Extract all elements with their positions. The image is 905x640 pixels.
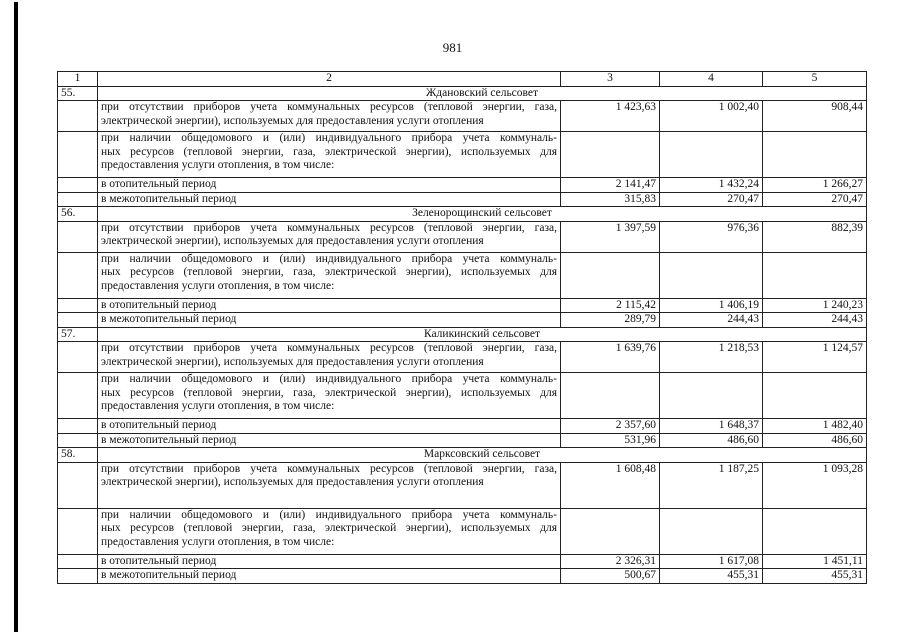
value-cell-5: 1 240,23 [763, 298, 867, 313]
table-row [58, 132, 867, 178]
value-cell-5: 1 124,57 [763, 342, 867, 373]
table-row [58, 419, 867, 434]
number-cell [58, 252, 98, 298]
value-cell-3: 1 423,63 [561, 101, 660, 132]
section-name: Марксовский сельсовет [98, 448, 867, 463]
row-label [98, 252, 561, 298]
row-label [98, 554, 561, 569]
number-cell [58, 132, 98, 178]
row-label [98, 313, 561, 328]
value-cell-5: 1 093,28 [763, 462, 867, 508]
value-cell-3 [561, 508, 660, 554]
number-cell [58, 554, 98, 569]
number-cell [58, 373, 98, 419]
label-line: ных ресурсов (тепловой энергии, газа, электрической энергии), используемых для [101, 522, 557, 534]
label-line: ных ресурсов (тепловой энергии, газа, электрической энергии), используемых для [101, 386, 557, 399]
value-cell-3: 2 141,47 [561, 178, 660, 193]
label-line: ных ресурсов (тепловой энергии, газа, электрической энергии), используемых для [101, 266, 557, 278]
value-cell-3: 2 357,60 [561, 419, 660, 434]
number-cell [58, 342, 98, 373]
label-line: электрической энергии), используемых для предоставления услуги отопления [101, 476, 484, 488]
label-line: при отсутствии приборов учета коммунальных ресурсов (тепловой энергии, газа, [101, 221, 557, 234]
value-cell-4: 455,31 [660, 569, 763, 584]
value-cell-3: 1 639,76 [561, 342, 660, 373]
label-line: ных ресурсов (тепловой энергии, газа, электрической энергии), используемых для [101, 145, 557, 158]
page-number: 981 [442, 40, 463, 55]
value-cell-5: 455,31 [763, 569, 867, 584]
value-cell-3 [561, 252, 660, 298]
number-cell [58, 313, 98, 328]
label-line: электрической энергии), используемых для предоставления услуги отопления [101, 114, 484, 127]
value-cell-3: 531,96 [561, 433, 660, 448]
value-cell-3: 315,83 [561, 192, 660, 207]
header-cell-3: 3 [561, 72, 660, 87]
value-cell-4 [660, 252, 763, 298]
label-line: предоставления услуги отопления, в том числе: [101, 400, 335, 412]
row-label [98, 298, 561, 313]
label-line: предоставления услуги отопления, в том числе: [101, 159, 335, 171]
section-number: 58. [58, 448, 98, 463]
table-row [58, 508, 867, 554]
value-cell-3 [561, 373, 660, 419]
value-cell-5: 270,47 [763, 192, 867, 207]
value-cell-5: 486,60 [763, 433, 867, 448]
label-line: электрической энергии), используемых для предоставления услуги отопления [101, 235, 484, 247]
label-line: в отопительный период [101, 419, 217, 431]
value-cell-4: 1 617,08 [660, 554, 763, 569]
section-row [58, 448, 867, 463]
value-cell-3: 2 115,42 [561, 298, 660, 313]
label-line: при наличии общедомового и (или) индивидуального прибора учета коммуналь- [101, 508, 557, 521]
table-row [58, 373, 867, 419]
label-line: при отсутствии приборов учета коммунальных ресурсов (тепловой энергии, газа, [101, 342, 557, 354]
value-cell-4: 976,36 [660, 221, 763, 252]
table-row [58, 101, 867, 132]
label-line: в отопительный период [101, 178, 217, 190]
number-cell [58, 569, 98, 584]
number-cell [58, 101, 98, 132]
section-number: 56. [58, 207, 98, 222]
table-row [58, 252, 867, 298]
row-label [98, 419, 561, 434]
table-row [58, 313, 867, 328]
header-cell-4: 4 [660, 72, 763, 87]
value-cell-3: 500,67 [561, 569, 660, 584]
row-label [98, 221, 561, 252]
row-label [98, 569, 561, 584]
label-line: предоставления услуги отопления, в том числе: [101, 535, 335, 548]
number-cell [58, 192, 98, 207]
value-cell-5: 1 451,11 [763, 554, 867, 569]
value-cell-4: 1 648,37 [660, 419, 763, 434]
label-line: при наличии общедомового и (или) индивидуального прибора учета коммуналь- [101, 373, 557, 385]
section-row [58, 327, 867, 342]
table-row [58, 192, 867, 207]
value-cell-4 [660, 373, 763, 419]
value-cell-4: 1 002,40 [660, 101, 763, 132]
section-name: Каликинский сельсовет [98, 327, 867, 342]
value-cell-5 [763, 132, 867, 178]
value-cell-3 [561, 132, 660, 178]
scan-edge-bar [14, 2, 18, 632]
value-cell-5: 908,44 [763, 101, 867, 132]
value-cell-4: 486,60 [660, 433, 763, 448]
table-row [58, 298, 867, 313]
row-label [98, 178, 561, 193]
row-label [98, 373, 561, 419]
label-line: в межотопительный период [101, 192, 237, 205]
number-cell [58, 178, 98, 193]
row-label [98, 462, 561, 508]
header-cell-1: 1 [58, 72, 98, 87]
table-row [58, 342, 867, 373]
value-cell-3: 1 608,48 [561, 462, 660, 508]
number-cell [58, 419, 98, 434]
label-line: при отсутствии приборов учета коммунальных ресурсов (тепловой энергии, газа, [101, 462, 557, 475]
number-cell [58, 433, 98, 448]
number-cell [58, 508, 98, 554]
value-cell-4: 244,43 [660, 313, 763, 328]
label-line: электрической энергии), используемых для предоставления услуги отопления [101, 355, 484, 368]
value-cell-4: 1 432,24 [660, 178, 763, 193]
row-label [98, 132, 561, 178]
row-label [98, 101, 561, 132]
table-row [58, 462, 867, 508]
section-name: Ждановский сельсовет [98, 86, 867, 101]
row-label [98, 433, 561, 448]
value-cell-4: 1 187,25 [660, 462, 763, 508]
value-cell-4: 270,47 [660, 192, 763, 207]
header-cell-5: 5 [763, 72, 867, 87]
value-cell-4: 1 218,53 [660, 342, 763, 373]
label-line: при наличии общедомового и (или) индивидуального прибора учета коммуналь- [101, 252, 557, 265]
label-line: при наличии общедомового и (или) индивидуального прибора учета коммуналь- [101, 132, 557, 144]
number-cell [58, 462, 98, 508]
value-cell-4 [660, 508, 763, 554]
label-line: при отсутствии приборов учета коммунальных ресурсов (тепловой энергии, газа, [101, 101, 557, 113]
label-line: в отопительный период [101, 298, 217, 311]
number-cell [58, 298, 98, 313]
table-row [58, 221, 867, 252]
row-label [98, 342, 561, 373]
value-cell-5: 1 266,27 [763, 178, 867, 193]
value-cell-5: 1 482,40 [763, 419, 867, 434]
table-row [58, 554, 867, 569]
section-number: 57. [58, 327, 98, 342]
value-cell-5: 244,43 [763, 313, 867, 328]
label-line: предоставления услуги отопления, в том числе: [101, 279, 335, 292]
section-name: Зеленорощинский сельсовет [98, 207, 867, 222]
value-cell-3: 289,79 [561, 313, 660, 328]
value-cell-4 [660, 132, 763, 178]
label-line: в отопительный период [101, 554, 217, 567]
value-cell-5 [763, 373, 867, 419]
value-cell-3: 1 397,59 [561, 221, 660, 252]
table-header-row [58, 72, 867, 87]
section-row [58, 207, 867, 222]
row-label [98, 508, 561, 554]
header-cell-2: 2 [98, 72, 561, 87]
value-cell-5 [763, 508, 867, 554]
value-cell-5: 882,39 [763, 221, 867, 252]
tariff-table [57, 71, 867, 584]
label-line: в межотопительный период [101, 433, 237, 446]
label-line: в межотопительный период [101, 313, 237, 325]
value-cell-5 [763, 252, 867, 298]
section-number: 55. [58, 86, 98, 101]
table-row [58, 569, 867, 584]
value-cell-4: 1 406,19 [660, 298, 763, 313]
value-cell-3: 2 326,31 [561, 554, 660, 569]
table-row [58, 433, 867, 448]
section-row [58, 86, 867, 101]
row-label [98, 192, 561, 207]
number-cell [58, 221, 98, 252]
table-row [58, 178, 867, 193]
label-line: в межотопительный период [101, 569, 237, 581]
